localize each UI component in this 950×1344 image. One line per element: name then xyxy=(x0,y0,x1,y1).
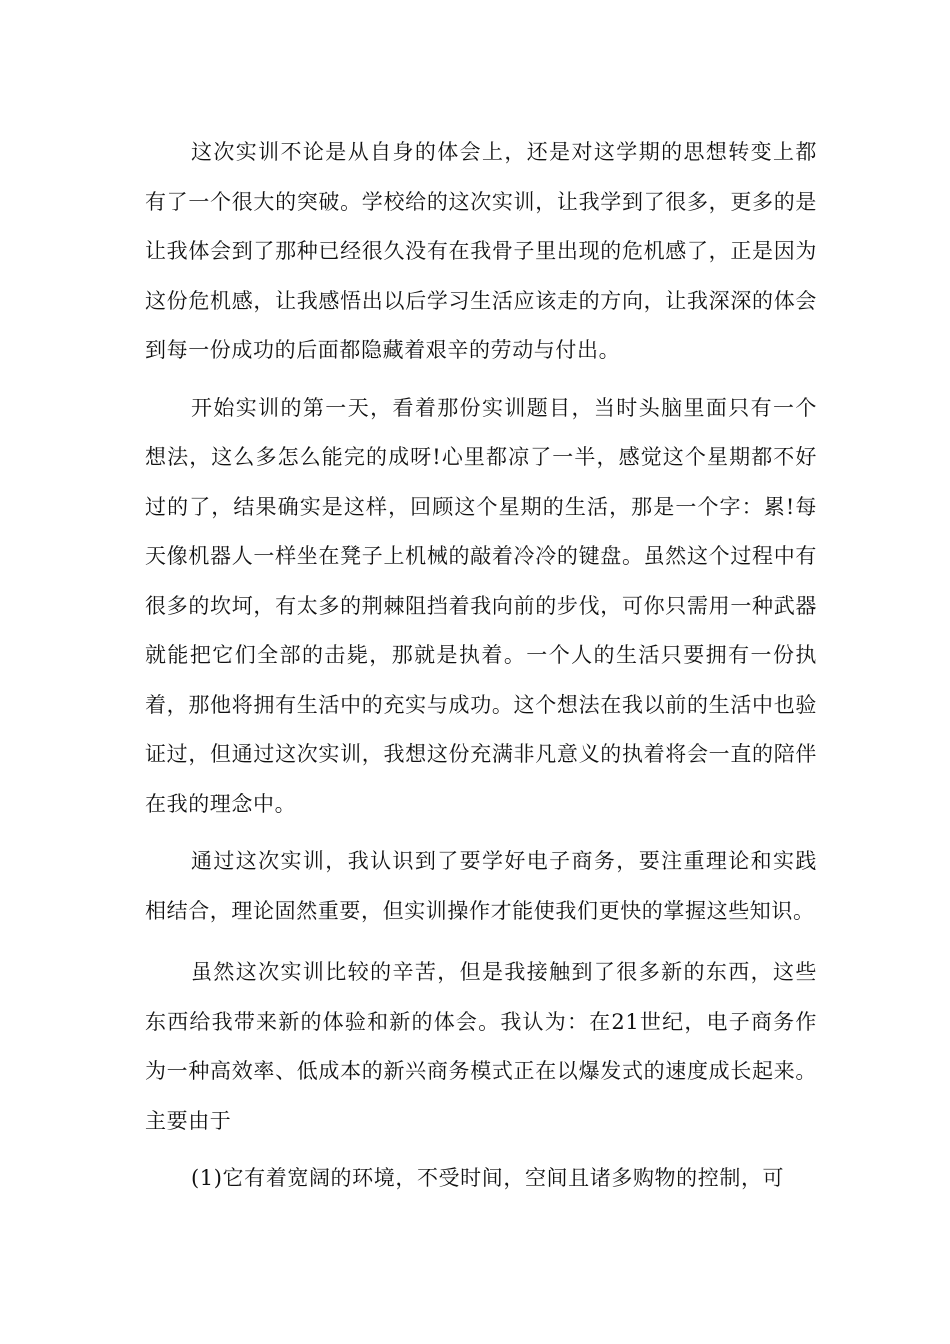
paragraph-3: 通过这次实训，我认识到了要学好电子商务，要注重理论和实践相结合，理论固然重要，但实训操作才能使我们更快的掌握这些知识。 xyxy=(145,849,817,923)
paragraph-4: 虽然这次实训比较的辛苦，但是我接触到了很多新的东西，这些东西给我带来新的体验和新的体会。我认为：在21世纪，电子商务作为一种高效率、低成本的新兴商务模式正在以爆发式的速度成长起来。主要由于 xyxy=(145,960,817,1133)
paragraph-5: (1)它有着宽阔的环境，不受时间，空间且诸多购物的控制，可 xyxy=(191,1166,785,1190)
paragraph-1: 这次实训不论是从自身的体会上，还是对这学期的思想转变上都有了一个很大的突破。学校给的这次实训，让我学到了很多，更多的是让我体会到了那种已经很久没有在我骨子里出现的危机感了，正是因为这份危机感，让我感悟出以后学习生活应该走的方向，让我深深的体会到每一份成功的后面都隐藏着艰辛的劳动与付出。 xyxy=(145,140,817,362)
paragraph-2: 开始实训的第一天，看着那份实训题目，当时头脑里面只有一个想法，这么多怎么能完的成呀!心里都凉了一半，感觉这个星期都不好过的了，结果确实是这样，回顾这个星期的生活，那是一个字：累!每天像机器人一样坐在凳子上机械的敲着冷冷的键盘。虽然这个过程中有很多的坎坷，有太多的荆棘阻挡着我向前的步伐，可你只需用一种武器就能把它们全部的击毙，那就是执着。一个人的生活只要拥有一份执着，那他将拥有生活中的充实与成功。这个想法在我以前的生活中也验证过，但通过这次实训，我想这份充满非凡意义的执着将会一直的陪伴在我的理念中。 xyxy=(145,395,817,816)
document-body xyxy=(145,128,817,1204)
